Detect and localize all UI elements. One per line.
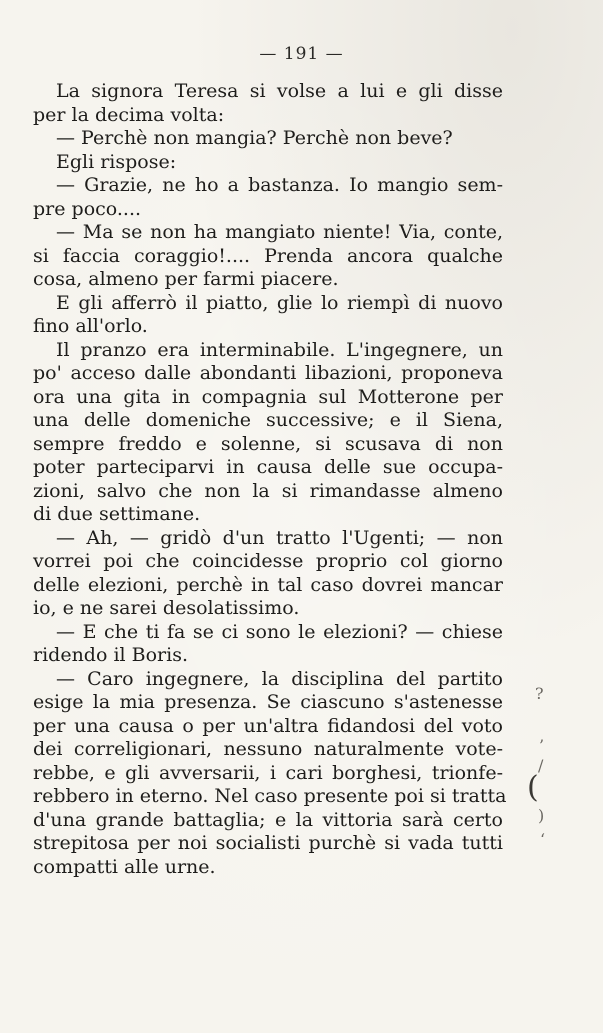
text-line: d'una grande battaglia; e la vittoria sarà certo (33, 808, 503, 831)
text-line: — Ma se non ha mangiato niente! Via, conte, (56, 221, 503, 243)
text-line: vorrei poi che coincidesse proprio col giorno (33, 550, 503, 572)
text-line: cosa, almeno per farmi piacere. (33, 268, 339, 290)
text-line: — E che ti fa se ci sono le elezioni? — chiese (56, 620, 503, 643)
text-line: ridendo il Boris. (33, 644, 188, 666)
text-line: io, e ne sarei desolatissimo. (33, 597, 300, 619)
margin-mark: ‘ (540, 830, 546, 849)
text-line: — Ah, — gridò d'un tratto l'Ugenti; — non (56, 526, 503, 549)
text-line: sempre freddo e solenne, si scusava di non (33, 432, 503, 455)
text-line: per la decima volta: (33, 103, 225, 126)
text-line: dei correligionari, nessuno naturalmente vote- (33, 738, 503, 760)
text-line: E gli afferrò il piatto, glie lo riempì di nuovo (56, 291, 503, 314)
text-line: Il pranzo era interminabile. L'ingegnere, un (56, 338, 503, 361)
margin-mark: / (538, 756, 544, 775)
text-line: di due settimane. (33, 503, 201, 525)
text-line: delle elezioni, perchè in tal caso dovrei mancar (33, 573, 503, 596)
page-number: — 191 — (259, 44, 344, 64)
text-line: esige la mia presenza. Se ciascuno s'astenesse (33, 691, 503, 713)
text-line: zioni, salvo che non la si rimandasse almeno (33, 479, 503, 502)
text-line: — Perchè non mangia? Perchè non beve? (56, 127, 453, 149)
margin-mark: ( (527, 770, 539, 805)
text-line: pre poco.... (33, 197, 142, 220)
margin-mark: ) (538, 806, 545, 825)
margin-mark: ’ (539, 736, 545, 755)
text-line: Egli rispose: (56, 150, 177, 173)
text-line: La signora Teresa si volse a lui e gli disse (56, 80, 503, 102)
text-line: una delle domeniche successive; e il Siena, (33, 409, 503, 431)
text-line: si faccia coraggio!.... Prenda ancora qualche (33, 244, 503, 267)
text-line: rebbe, e gli avversarii, i cari borghesi, trionfe- (33, 761, 503, 784)
text-line: rebbero in eterno. Nel caso presente poi si tratta (33, 785, 507, 807)
body-text (33, 80, 507, 879)
text-line: — Caro ingegnere, la disciplina del partito (56, 667, 503, 690)
margin-mark: ? (535, 684, 544, 703)
text-line: ora una gita in compagnia sul Motterone per (33, 385, 503, 408)
text-line: fino all'orlo. (33, 315, 148, 337)
text-line: — Grazie, ne ho a bastanza. Io mangio sem- (56, 174, 503, 196)
text-line: compatti alle urne. (33, 855, 216, 878)
text-line: per una causa o per un'altra fidandosi del voto (33, 714, 503, 737)
text-line: poter parteciparvi in causa delle sue occupa- (33, 456, 503, 478)
text-line: po' acceso dalle abondanti libazioni, proponeva (33, 362, 503, 384)
text-line: strepitosa per noi socialisti purchè si vada tutti (33, 832, 503, 854)
